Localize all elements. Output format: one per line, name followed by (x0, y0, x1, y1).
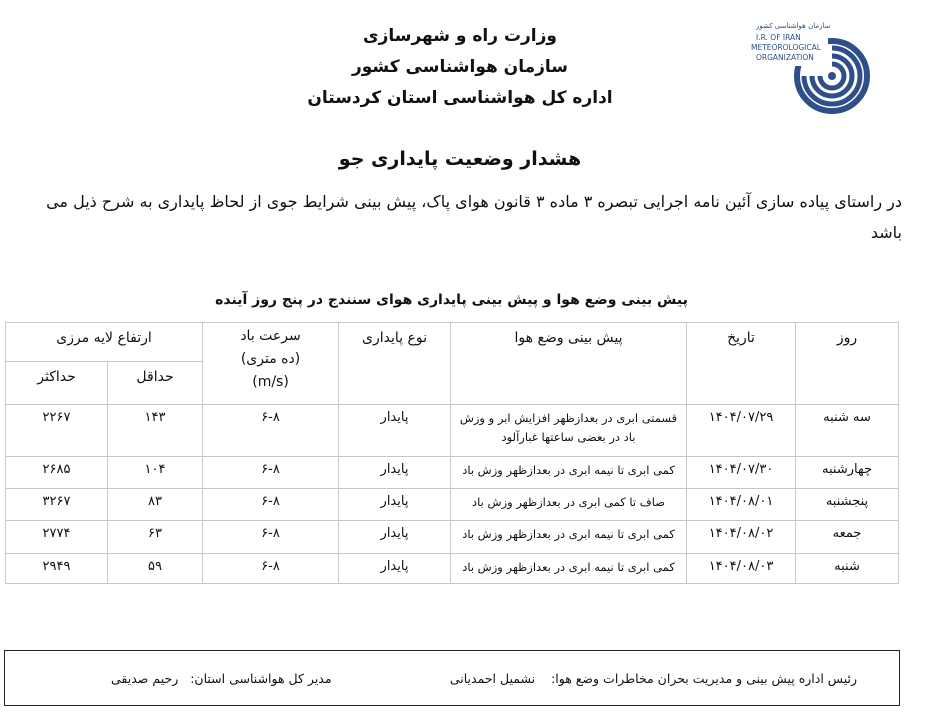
row-day: شنبه (796, 554, 899, 584)
logo-english-line-3: ORGANIZATION (756, 53, 814, 62)
table-row (6, 405, 899, 457)
row-min: ۱۰۴ (108, 457, 203, 489)
table-row (6, 457, 899, 489)
header-wind-line-1: سرعت باد (240, 328, 301, 344)
row-stability: پایدار (339, 489, 451, 521)
header-wind (203, 323, 339, 405)
logo-persian-name: سازمان هواشناسی کشور (756, 22, 831, 30)
row-weather: کمی ابری تا نیمه ابری در بعدازظهر وزش باد (451, 457, 687, 489)
logo-english-line-1: I.R. OF IRAN (756, 33, 801, 42)
row-stability: پایدار (339, 457, 451, 489)
row-date: ۱۴۰۴/۰۷/۳۰ (687, 457, 796, 489)
ministry-name: وزارت راه و شهرسازی (362, 26, 557, 46)
header-day: روز (796, 323, 899, 405)
row-date: ۱۴۰۴/۰۸/۰۱ (687, 489, 796, 521)
row-wind: ۶-۸ (203, 554, 339, 584)
row-max: ۲۲۶۷ (6, 405, 108, 457)
row-stability: پایدار (339, 554, 451, 584)
row-max: ۳۲۶۷ (6, 489, 108, 521)
intro-paragraph: در راستای پیاده سازی آئین نامه اجرایی تبصره ۳ ماده ۳ قانون هوای پاک، پیش بینی شرایط جوی از لحاظ پایداری به شرح ذیل می باشد (46, 192, 902, 242)
logo-english-line-2: METEOROLOGICAL (751, 43, 821, 52)
row-weather: صاف تا کمی ابری در بعدازظهر وزش باد (451, 489, 687, 521)
header-weather: پیش بینی وضع هوا (451, 323, 687, 405)
organization-name: سازمان هواشناسی کشور (351, 57, 568, 77)
header-wind-line-2: (ده متری) (240, 351, 301, 367)
row-wind: ۶-۸ (203, 457, 339, 489)
office-name: اداره کل هواشناسی استان کردستان (307, 88, 613, 108)
row-stability: پایدار (339, 521, 451, 554)
row-min: ۵۹ (108, 554, 203, 584)
table-row (6, 554, 899, 584)
forecast-head-signature (450, 671, 857, 686)
director-label: مدیر کل هواشناسی استان: (190, 671, 332, 686)
director-signature (111, 671, 332, 686)
table-title: پیش بینی وضع هوا و پیش بینی پایداری هوای سنندج در پنج روز آینده (215, 292, 688, 308)
table-row (6, 521, 899, 554)
row-max: ۲۹۴۹ (6, 554, 108, 584)
director-name: رحیم صدیقی (111, 671, 179, 686)
row-min: ۱۴۳ (108, 405, 203, 457)
row-wind: ۶-۸ (203, 521, 339, 554)
row-weather: کمی ابری تا نیمه ابری در بعدازظهر وزش باد (451, 521, 687, 554)
header-wind-line-3: (m/s) (252, 374, 289, 390)
row-day: سه شنبه (796, 405, 899, 457)
header-max: حداکثر (6, 362, 108, 405)
page-title: هشدار وضعیت پایداری جو (338, 148, 582, 170)
forecast-table (5, 322, 899, 584)
forecast-head-name: نشمیل احمدیانی (449, 671, 536, 686)
row-date: ۱۴۰۴/۰۸/۰۳ (687, 554, 796, 584)
row-stability: پایدار (339, 405, 451, 457)
row-day: چهارشنبه (796, 457, 899, 489)
row-wind: ۶-۸ (203, 405, 339, 457)
table-row (6, 489, 899, 521)
meteorological-organization-logo (750, 18, 878, 114)
row-date: ۱۴۰۴/۰۷/۲۹ (687, 405, 796, 457)
signature-box (4, 650, 900, 706)
row-max: ۲۷۷۴ (6, 521, 108, 554)
row-date: ۱۴۰۴/۰۸/۰۲ (687, 521, 796, 554)
forecast-head-label: رئیس اداره پیش بینی و مدیریت بحران مخاطرات وضع هوا: (551, 671, 857, 686)
header-stability: نوع پایداری (339, 323, 451, 405)
row-weather: قسمتی ابری در بعدازظهر افزایش ابر و وزش باد در بعضی ساعتها غبارآلود (451, 405, 687, 457)
row-wind: ۶-۸ (203, 489, 339, 521)
header-boundary-layer: ارتفاع لایه مرزی (6, 323, 203, 362)
header-min: حداقل (108, 362, 203, 405)
row-day: پنجشنبه (796, 489, 899, 521)
header-date: تاریخ (687, 323, 796, 405)
row-max: ۲۶۸۵ (6, 457, 108, 489)
row-min: ۸۳ (108, 489, 203, 521)
row-min: ۶۳ (108, 521, 203, 554)
row-weather: کمی ابری تا نیمه ابری در بعدازظهر وزش باد (451, 554, 687, 584)
row-day: جمعه (796, 521, 899, 554)
